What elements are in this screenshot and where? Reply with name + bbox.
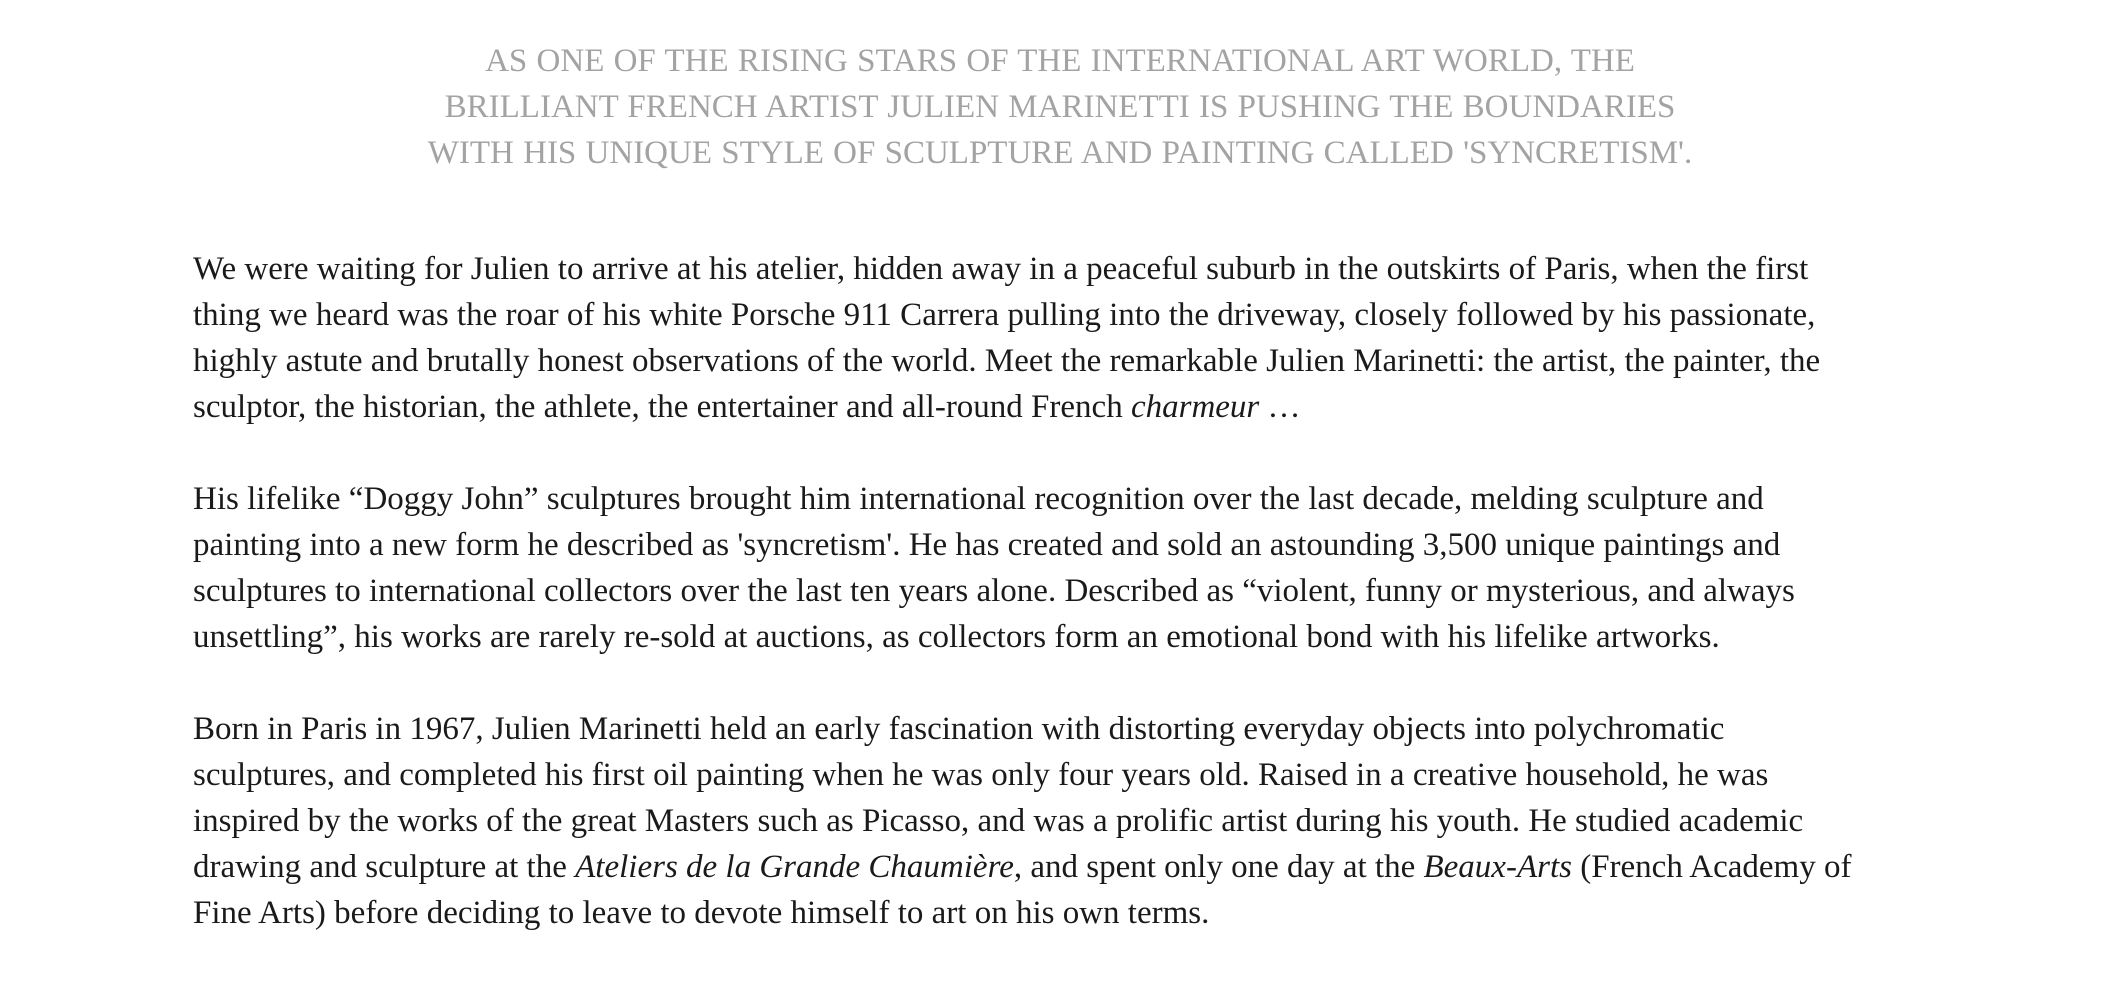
text-run: … [1259,389,1301,425]
paragraph-line: His lifelike “Doggy John” sculptures brought him international recognition over the last decade, melding sculpture and [193,481,1764,517]
paragraph-line: We were waiting for Julien to arrive at his atelier, hidden away in a peaceful suburb in the outskirts of Paris, when the first [193,251,1809,287]
text-run: , and spent only one day at the [1013,849,1424,885]
article-intro [330,38,1790,176]
paragraph-line: thing we heard was the roar of his white Porsche 911 Carrera pulling into the driveway, closely followed by his passionate, [193,297,1816,333]
paragraph-line: painting into a new form he described as 'syncretism'. He has created and sold an astounding 3,500 unique paintings and [193,527,1781,563]
italic-term-beaux-arts: Beaux-Arts [1423,849,1572,885]
text-run: sculptor, the historian, the athlete, the entertainer and all-round French [193,389,1131,425]
italic-term-charmeur: charmeur [1130,389,1260,425]
paragraph-arrival [193,246,1953,430]
paragraph-line: Born in Paris in 1967, Julien Marinetti held an early fascination with distorting everyday objects into polychromatic [193,711,1725,747]
intro-line: WITH HIS UNIQUE STYLE OF SCULPTURE AND PAINTING CALLED 'SYNCRETISM'. [427,135,1693,171]
paragraph-line: unsettling”, his works are rarely re-sold at auctions, as collectors form an emotional bond with his lifelike artworks. [193,619,1720,655]
italic-term-ateliers: Ateliers de la Grande Chaumière [575,849,1014,885]
text-run: drawing and sculpture at the [193,849,576,885]
paragraph-doggy-john [193,476,1953,660]
paragraph-line [193,384,1953,430]
intro-line: BRILLIANT FRENCH ARTIST JULIEN MARINETTI IS PUSHING THE BOUNDARIES [444,89,1676,125]
paragraph-line [193,844,1953,890]
paragraph-line: inspired by the works of the great Masters such as Picasso, and was a prolific artist during his youth. He studied academic [193,803,1804,839]
paragraph-line: sculptures, and completed his first oil painting when he was only four years old. Raised in a creative household, he was [193,757,1769,793]
paragraph-line: sculptures to international collectors over the last ten years alone. Described as “violent, funny or mysterious, and always [193,573,1795,609]
paragraph-biography [193,706,1953,936]
intro-line: AS ONE OF THE RISING STARS OF THE INTERNATIONAL ART WORLD, THE [485,43,1635,79]
text-run: (French Academy of [1571,849,1852,885]
article-body [193,246,1953,982]
paragraph-line: highly astute and brutally honest observations of the world. Meet the remarkable Julien Marinetti: the artist, the painter, the [193,343,1821,379]
paragraph-line: Fine Arts) before deciding to leave to devote himself to art on his own terms. [193,895,1210,931]
